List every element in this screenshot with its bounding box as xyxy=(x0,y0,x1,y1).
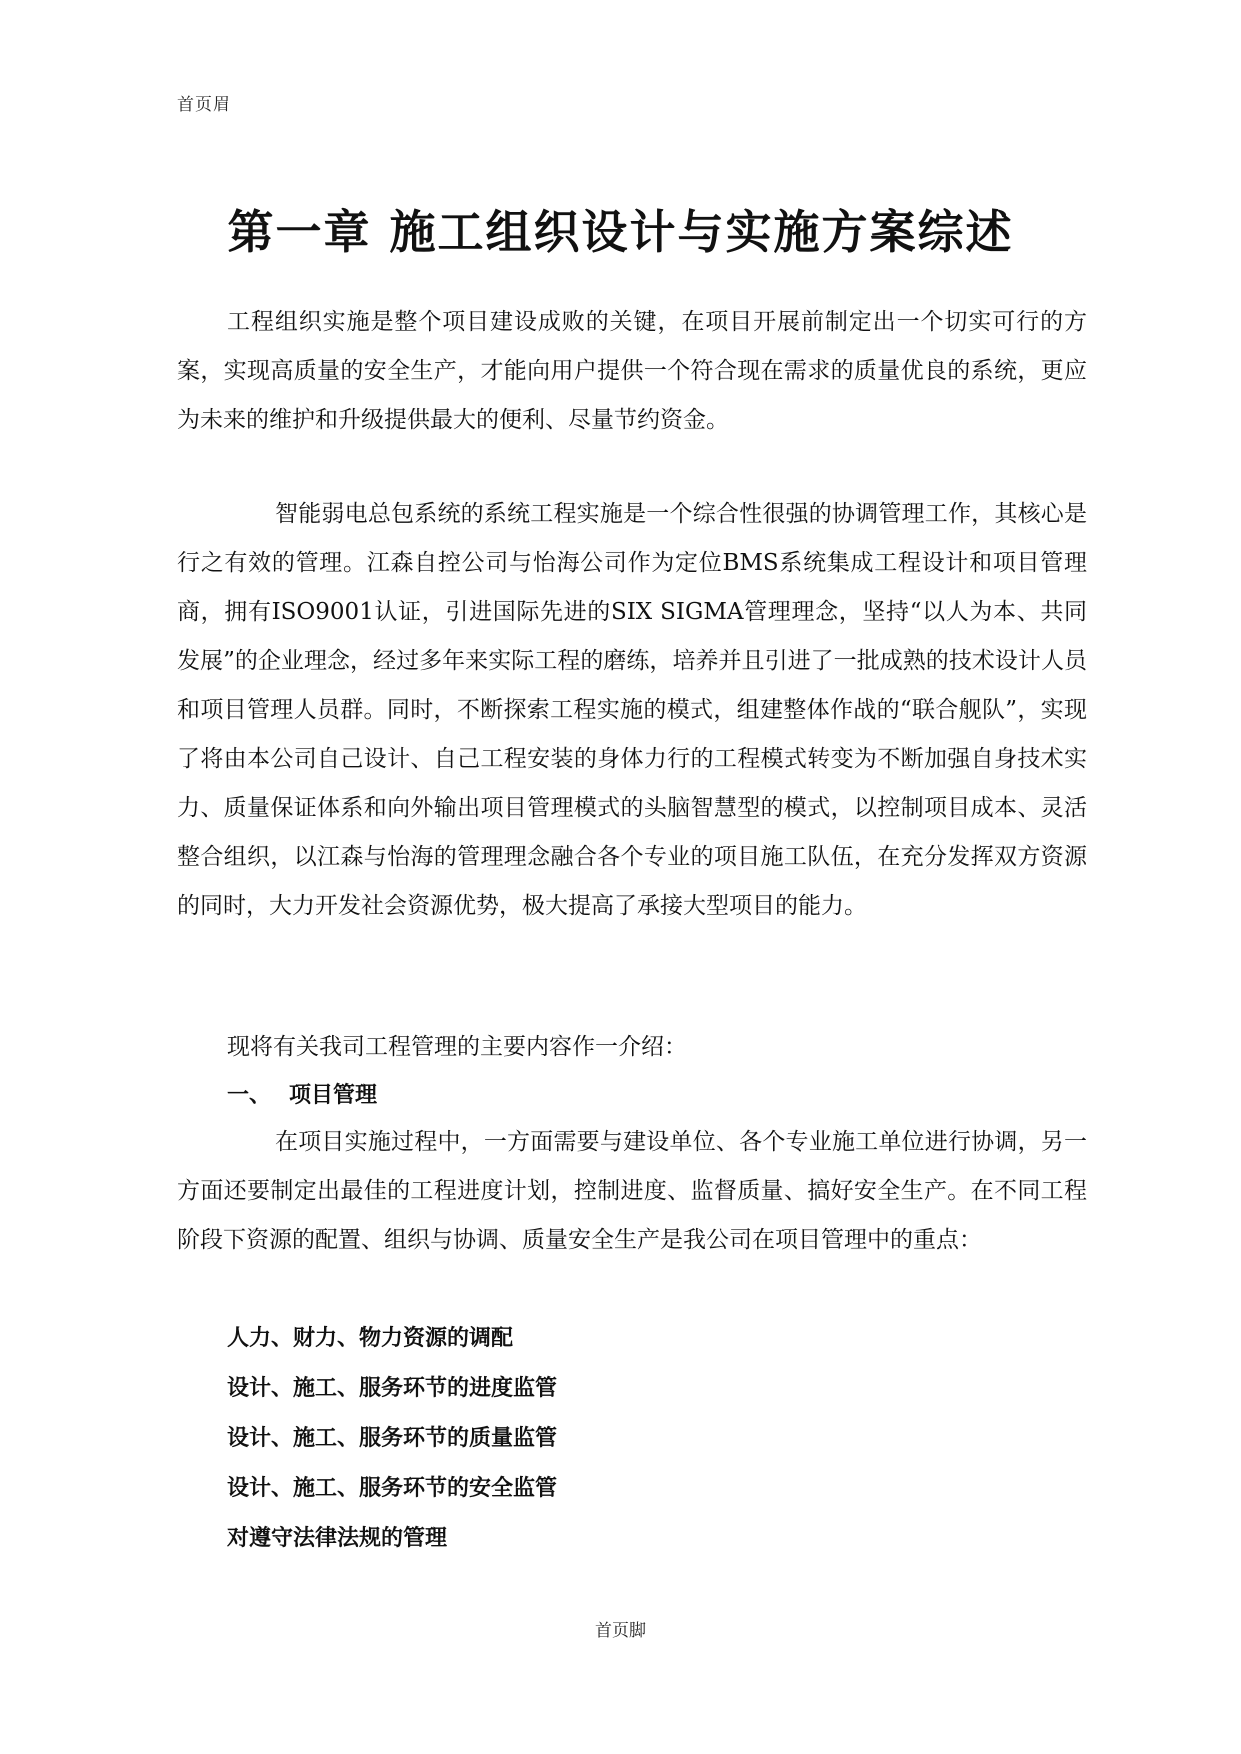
key-points-list xyxy=(227,1314,557,1564)
section-heading xyxy=(227,1076,377,1116)
paragraph-project-management: 在项目实施过程中，一方面需要与建设单位、各个专业施工单位进行协调，另一方面还要制定出最佳的工程进度计划，控制进度、监督质量、搞好安全生产。在不同工程阶段下资源的配置、组织与协调、质量安全生产是我公司在项目管理中的重点： xyxy=(177,1129,1087,1253)
list-item: 对遵守法律法规的管理 xyxy=(227,1526,448,1551)
list-item: 设计、施工、服务环节的质量监管 xyxy=(227,1426,558,1451)
section-title: 项目管理 xyxy=(289,1083,378,1108)
paragraph-overview: 工程组织实施是整个项目建设成败的关键，在项目开展前制定出一个切实可行的方案，实现高质量的安全生产，才能向用户提供一个符合现在需求的质量优良的系统，更应为未来的维护和升级提供最大的便利、尽量节约资金。 xyxy=(177,309,1087,433)
list-item: 设计、施工、服务环节的进度监管 xyxy=(227,1376,558,1401)
page-footer: 首页脚 xyxy=(595,1621,646,1641)
list-item: 人力、财力、物力资源的调配 xyxy=(227,1326,514,1351)
page-header: 首页眉 xyxy=(177,95,231,115)
list-item: 设计、施工、服务环节的安全监管 xyxy=(227,1476,558,1501)
paragraph-company-management: 智能弱电总包系统的系统工程实施是一个综合性很强的协调管理工作，其核心是行之有效的管理。江森自控公司与怡海公司作为定位BMS系统集成工程设计和项目管理商，拥有ISO9001认证，引进国际先进的SIX SIGMA管理理念，坚持“以人为本、共同发展”的企业理念，经过多年来实际工程的磨练，培养并且引进了一批成熟的技术设计人员和项目管理人员群。同时，不断探索工程实施的模式，组建整体作战的“联合舰队”，实现了将由本公司自己设计、自己工程安装的身体力行的工程模式转变为不断加强自身技术实力、质量保证体系和向外输出项目管理模式的头脑智慧型的模式，以控制项目成本、灵活整合组织，以江森与怡海的管理理念融合各个专业的项目施工队伍，在充分发挥双方资源的同时，大力开发社会资源优势，极大提高了承接大型项目的能力。 xyxy=(177,501,1087,919)
paragraph-intro: 现将有关我司工程管理的主要内容作一介绍： xyxy=(227,1034,687,1060)
section-number: 一、 xyxy=(227,1083,272,1108)
chapter-title: 第一章 施工组织设计与实施方案综述 xyxy=(227,205,1014,259)
